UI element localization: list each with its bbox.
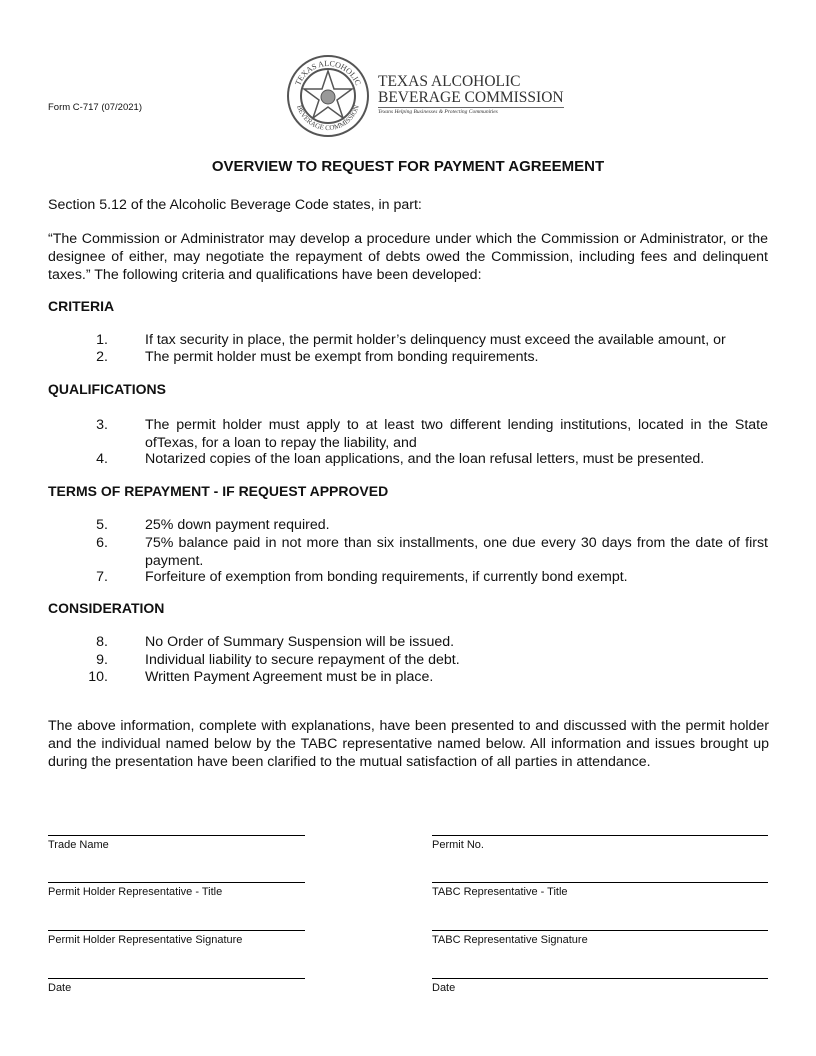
- signature-field-line[interactable]: [48, 882, 305, 883]
- field-label: TABC Representative Signature: [432, 934, 588, 946]
- field-label: TABC Representative - Title: [432, 886, 568, 898]
- agency-tagline: Texans Helping Businesses & Protecting Communities: [378, 109, 498, 115]
- svg-text:TEXAS ALCOHOLIC: TEXAS ALCOHOLIC: [293, 58, 363, 87]
- intro-text: Section 5.12 of the Alcoholic Beverage Code states, in part:: [48, 197, 422, 213]
- item-number: 6.: [96, 535, 108, 551]
- list-item: Written Payment Agreement must be in place.: [145, 669, 434, 685]
- form-id: Form C-717 (07/2021): [48, 102, 142, 113]
- list-item: Forfeiture of exemption from bonding requirements, if currently bond exempt.: [145, 569, 628, 585]
- signature-field-line[interactable]: [48, 978, 305, 979]
- agency-name-line1: TEXAS ALCOHOLIC: [378, 73, 521, 90]
- list-item: No Order of Summary Suspension will be issued.: [145, 634, 455, 650]
- field-label: Date: [432, 982, 456, 994]
- item-number: 1.: [96, 332, 108, 348]
- section-heading: TERMS OF REPAYMENT - IF REQUEST APPROVED: [48, 483, 389, 499]
- svg-text:BEVERAGE COMMISSION: BEVERAGE COMMISSION: [295, 104, 361, 133]
- field-label: Permit No.: [432, 839, 484, 851]
- list-item: 75% balance paid in not more than six installments, one due every 30 days from the date of first payment.: [145, 535, 768, 569]
- list-item: The permit holder must apply to at least two different lending institutions, located in the State ofTexas, for a loan to repay the liability, and: [145, 417, 768, 451]
- item-number: 8.: [96, 634, 108, 650]
- signature-field-line[interactable]: [432, 882, 768, 883]
- field-label: Permit Holder Representative - Title: [48, 886, 223, 898]
- field-label: Permit Holder Representative Signature: [48, 934, 243, 946]
- agency-name: [378, 74, 564, 117]
- list-item: The permit holder must be exempt from bonding requirements.: [145, 349, 539, 365]
- item-number: 4.: [96, 451, 108, 467]
- item-number: 2.: [96, 349, 108, 365]
- tabc-seal-logo: [286, 54, 370, 138]
- item-number: 9.: [96, 652, 108, 668]
- signature-field-line[interactable]: [48, 835, 305, 836]
- signature-field-line[interactable]: [432, 930, 768, 931]
- field-label: Trade Name: [48, 839, 109, 851]
- section-heading: QUALIFICATIONS: [48, 381, 166, 397]
- list-item: Notarized copies of the loan applications, and the loan refusal letters, must be presented.: [145, 451, 705, 467]
- signature-field-line[interactable]: [432, 978, 768, 979]
- signature-field-line[interactable]: [432, 835, 768, 836]
- list-item: Individual liability to secure repayment of the debt.: [145, 652, 460, 668]
- list-item: If tax security in place, the permit holder’s delinquency must exceed the available amount, or: [145, 332, 726, 348]
- list-item: 25% down payment required.: [145, 517, 330, 533]
- page-title: OVERVIEW TO REQUEST FOR PAYMENT AGREEMENT: [211, 158, 605, 175]
- field-label: Date: [48, 982, 72, 994]
- item-number: 5.: [96, 517, 108, 533]
- section-heading: CONSIDERATION: [48, 600, 165, 616]
- item-number: 3.: [96, 417, 108, 433]
- signature-field-line[interactable]: [48, 930, 305, 931]
- closing-paragraph: The above information, complete with explanations, have been presented to and discussed with the permit holder and the individual named below by the TABC representative named below. All information and issues brought up during the presentation have been clarified to the mutual satisfaction of all parties in attendance.: [48, 718, 769, 770]
- section-heading: CRITERIA: [48, 298, 115, 314]
- agency-name-line2: BEVERAGE COMMISSION: [378, 89, 564, 106]
- item-number: 10.: [88, 669, 108, 685]
- item-number: 7.: [96, 569, 108, 585]
- quote-text: “The Commission or Administrator may develop a procedure under which the Commission or Administrator, or the designee of either, may negotiate the repayment of debts owed the Commission, including fees and delinquent taxes.” The following criteria and qualifications have been developed:: [48, 231, 768, 283]
